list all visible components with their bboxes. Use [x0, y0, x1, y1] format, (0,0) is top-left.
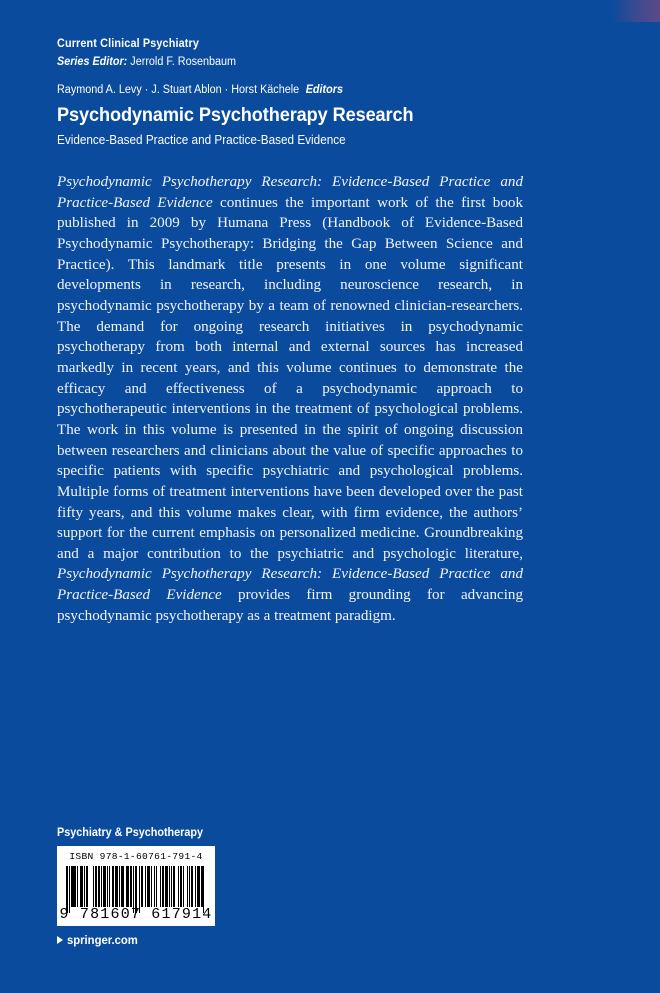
subject-category-label: Psychiatry & Psychotherapy	[57, 827, 204, 839]
title-block	[57, 82, 527, 149]
editors-line	[57, 82, 499, 98]
book-subtitle: Evidence-Based Practice and Practice-Based Evidence	[57, 133, 346, 147]
play-triangle-icon	[57, 936, 63, 944]
editor-names: Raymond A. Levy · J. Stuart Ablon · Horst Kächele	[57, 84, 300, 96]
ean-number: 9 781607 617914	[59, 906, 213, 923]
springer-url-text: springer.com	[67, 933, 138, 947]
series-editor-name: Jerrold F. Rosenbaum	[130, 56, 237, 68]
corner-gradient-patch	[612, 0, 660, 22]
series-editor-line	[57, 54, 499, 70]
series-header	[57, 36, 527, 70]
book-title: Psychodynamic Psychotherapy Research	[57, 104, 414, 126]
series-editor-label: Series Editor:	[57, 56, 128, 68]
isbn-barcode	[57, 846, 215, 926]
series-name: Current Clinical Psychiatry	[57, 38, 199, 50]
blurb-segment-0: Psychodynamic Psychotherapy Research: Evidence-Based Practice and Practice-Based Evidence	[57, 174, 523, 211]
springer-link[interactable]	[57, 933, 357, 947]
editors-role-tag: Editors	[305, 84, 343, 96]
blurb-segment-2: Psychodynamic Psychotherapy Research: Evidence-Based Practice and Practice-Based Evidence	[57, 566, 523, 604]
back-cover-blurb	[57, 172, 523, 626]
isbn-number: ISBN 978-1-60761-791-4	[69, 851, 203, 862]
cover-footer	[57, 826, 357, 947]
barcode-bars	[66, 866, 206, 907]
blurb-segment-3: provides firm grounding for advancing psychodynamic psychotherapy as a treatment paradigm.	[57, 587, 523, 624]
blurb-segment-1: continues the important work of the first book published in 2009 by Humana Press (Handbook of Evidence-Based Psychodynamic Psychotherapy: Bridging the Gap Between Science and Practice). This landmark title presents in one volume significant developments in research, including neuroscience research, in psychodynamic psychotherapy by a team of renowned clinician-researchers. The demand for ongoing research initiatives in psychodynamic psychotherapy from both internal and external sources has increased markedly in recent years, and this volume continues to demonstrate the efficacy and effectiveness of a psychodynamic approach to psychotherapeutic interventions in the treatment of psychological problems. The work in this volume is presented in the spirit of ongoing discussion between researchers and clinicians about the value of specific approaches to specific patients with specific psychiatric and psychological problems. Multiple forms of treatment interventions have been developed over the past fifty years, and this volume makes clear, with firm evidence, the authors’ support for the current emphasis on personalized medicine. Groundbreaking and a major contribution to the psychiatric and psychologic literature,	[57, 194, 523, 562]
